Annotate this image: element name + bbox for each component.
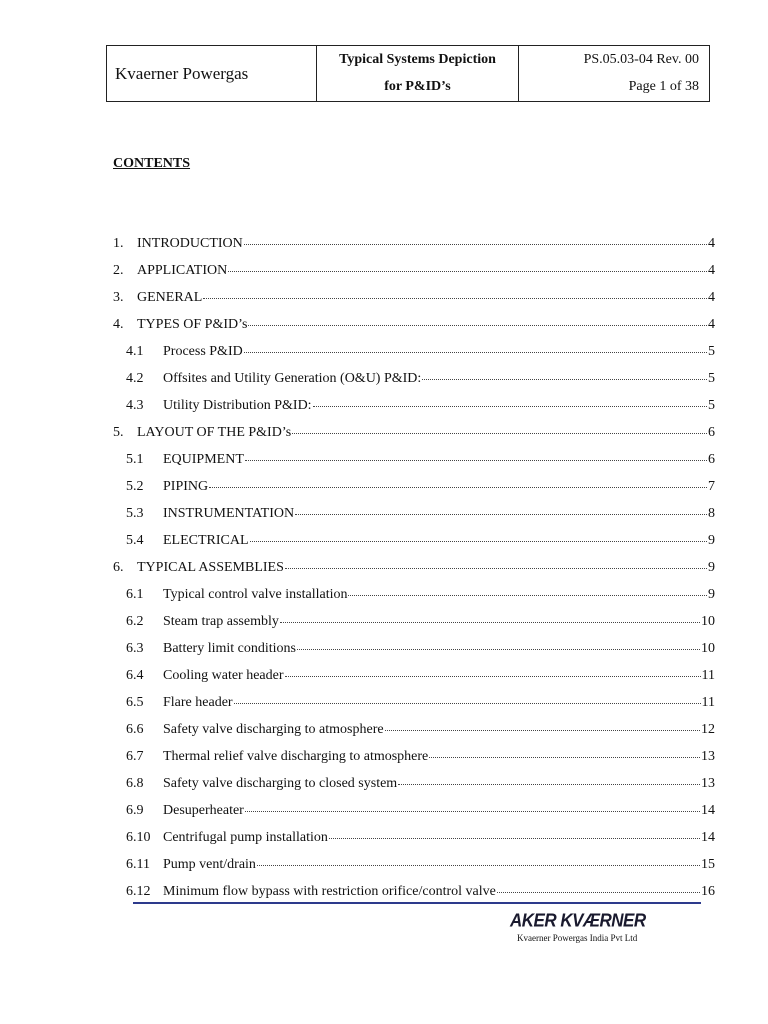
aker-kvaerner-logo: AKER KVÆRNER xyxy=(510,910,646,931)
toc-entry-number: 3. xyxy=(113,290,124,305)
toc-dot-leader xyxy=(497,880,700,893)
toc-entry-page: 14 xyxy=(701,830,715,845)
toc-dot-leader xyxy=(244,340,707,353)
toc-entry-number: 6.9 xyxy=(126,803,144,818)
toc-entry-page: 13 xyxy=(701,776,715,791)
toc-entry-page: 5 xyxy=(708,344,715,359)
toc-dot-leader xyxy=(209,475,707,488)
title-line2: for P&ID’s xyxy=(384,79,451,95)
toc-entry-title: Safety valve discharging to closed system xyxy=(163,776,398,791)
toc-dot-leader xyxy=(292,421,707,434)
toc-dot-leader xyxy=(285,664,701,677)
toc-entry-page: 9 xyxy=(708,533,715,548)
toc-entry-title: Minimum flow bypass with restriction orifice/control valve xyxy=(163,884,496,899)
toc-entry-page: 11 xyxy=(701,668,715,683)
toc-entry[interactable] xyxy=(113,531,715,558)
toc-entry[interactable] xyxy=(113,288,715,315)
toc-entry[interactable] xyxy=(113,234,715,261)
toc-entry-title: INSTRUMENTATION xyxy=(163,506,295,521)
toc-entry-number: 6.10 xyxy=(126,830,151,845)
header-page xyxy=(519,74,710,102)
toc-entry[interactable] xyxy=(113,747,715,774)
title-line1: Typical Systems Depiction xyxy=(339,51,496,67)
toc-dot-leader xyxy=(313,394,707,407)
toc-entry[interactable] xyxy=(113,477,715,504)
toc-entry[interactable] xyxy=(113,774,715,801)
toc-entry-page: 7 xyxy=(708,479,715,494)
toc-entry-title: GENERAL xyxy=(137,290,203,305)
toc-entry[interactable] xyxy=(113,450,715,477)
toc-dot-leader xyxy=(234,691,701,704)
toc-entry-number: 4.1 xyxy=(126,344,144,359)
toc-entry-page: 9 xyxy=(708,587,715,602)
toc-entry[interactable] xyxy=(113,639,715,666)
toc-entry-number: 6.12 xyxy=(126,884,151,899)
toc-entry[interactable] xyxy=(113,396,715,423)
toc-entry-page: 5 xyxy=(708,398,715,413)
toc-entry-page: 11 xyxy=(701,695,715,710)
contents-heading: CONTENTS xyxy=(113,156,191,171)
toc-entry-title: Desuperheater xyxy=(163,803,244,818)
toc-entry-number: 4.2 xyxy=(126,371,144,386)
toc-entry-title: TYPICAL ASSEMBLIES xyxy=(137,560,284,575)
toc-entry-page: 12 xyxy=(701,722,715,737)
toc-entry[interactable] xyxy=(113,882,715,909)
toc-entry-title: Battery limit conditions xyxy=(163,641,296,656)
toc-entry[interactable] xyxy=(113,720,715,747)
toc-entry-title: APPLICATION xyxy=(137,263,228,278)
toc-entry-page: 6 xyxy=(708,452,715,467)
toc-dot-leader xyxy=(285,556,707,569)
toc-dot-leader xyxy=(228,259,707,272)
toc-dot-leader xyxy=(244,232,707,245)
toc-entry[interactable] xyxy=(113,855,715,882)
toc-entry-title: Process P&ID xyxy=(163,344,243,359)
toc-entry-number: 5.2 xyxy=(126,479,144,494)
doc-ref: PS.05.03-04 Rev. 00 xyxy=(583,51,699,67)
header-title-line2 xyxy=(317,74,519,102)
toc-entry-title: Typical control valve installation xyxy=(163,587,348,602)
header-company xyxy=(107,46,317,102)
toc-entry-page: 4 xyxy=(708,290,715,305)
toc-entry-number: 1. xyxy=(113,236,124,251)
toc-entry[interactable] xyxy=(113,612,715,639)
toc-dot-leader xyxy=(203,286,707,299)
toc-dot-leader xyxy=(297,637,700,650)
toc-entry-page: 5 xyxy=(708,371,715,386)
toc-entry-page: 15 xyxy=(701,857,715,872)
toc-entry-number: 6. xyxy=(113,560,124,575)
toc-entry-number: 6.4 xyxy=(126,668,144,683)
toc-entry-title: LAYOUT OF THE P&ID’s xyxy=(137,425,292,440)
header-doc-ref xyxy=(519,46,710,74)
toc-entry[interactable] xyxy=(113,504,715,531)
toc-dot-leader xyxy=(248,313,707,326)
toc-entry-number: 5.1 xyxy=(126,452,144,467)
toc-dot-leader xyxy=(422,367,707,380)
document-header xyxy=(106,45,710,102)
toc-entry-page: 4 xyxy=(708,236,715,251)
page-number: Page 1 of 38 xyxy=(628,79,699,95)
toc-entry-page: 10 xyxy=(701,614,715,629)
footer-company-line: Kvaerner Powergas India Pvt Ltd xyxy=(517,933,638,943)
toc-dot-leader xyxy=(245,448,707,461)
toc-dot-leader xyxy=(329,826,700,839)
toc-entry-number: 6.6 xyxy=(126,722,144,737)
toc-entry-number: 6.8 xyxy=(126,776,144,791)
toc-entry[interactable] xyxy=(113,558,715,585)
toc-dot-leader xyxy=(295,502,707,515)
toc-entry-title: Cooling water header xyxy=(163,668,284,683)
toc-dot-leader xyxy=(245,799,700,812)
header-title-line1 xyxy=(317,46,519,74)
toc-entry-number: 5.4 xyxy=(126,533,144,548)
toc-entry-number: 6.3 xyxy=(126,641,144,656)
toc-entry-number: 6.1 xyxy=(126,587,144,602)
toc-entry-title: EQUIPMENT xyxy=(163,452,244,467)
toc-entry-title: TYPES OF P&ID’s xyxy=(137,317,248,332)
toc-entry-page: 10 xyxy=(701,641,715,656)
toc-entry-title: Pump vent/drain xyxy=(163,857,256,872)
toc-entry-title: Utility Distribution P&ID: xyxy=(163,398,312,413)
toc-entry-number: 2. xyxy=(113,263,124,278)
toc-entry[interactable] xyxy=(113,369,715,396)
toc-entry-page: 4 xyxy=(708,263,715,278)
toc-entry-title: Thermal relief valve discharging to atmosphere xyxy=(163,749,429,764)
toc-dot-leader xyxy=(385,718,700,731)
toc-entry-number: 6.5 xyxy=(126,695,144,710)
toc-entry[interactable] xyxy=(113,261,715,288)
toc-entry-page: 9 xyxy=(708,560,715,575)
toc-entry[interactable] xyxy=(113,828,715,855)
toc-dot-leader xyxy=(348,583,707,596)
toc-dot-leader xyxy=(398,772,700,785)
toc-entry-title: Steam trap assembly xyxy=(163,614,279,629)
toc-entry-number: 4. xyxy=(113,317,124,332)
toc-entry-page: 13 xyxy=(701,749,715,764)
toc-entry-page: 16 xyxy=(701,884,715,899)
toc-entry[interactable] xyxy=(113,666,715,693)
toc-entry-page: 14 xyxy=(701,803,715,818)
toc-entry[interactable] xyxy=(113,801,715,828)
toc-entry-title: PIPING xyxy=(163,479,209,494)
toc-entry-title: Centrifugal pump installation xyxy=(163,830,328,845)
company-name: Kvaerner Powergas xyxy=(115,63,249,83)
footer-divider xyxy=(133,902,701,904)
toc-entry-number: 6.7 xyxy=(126,749,144,764)
toc-entry-title: Flare header xyxy=(163,695,233,710)
toc-dot-leader xyxy=(429,745,700,758)
toc-entry-title: Offsites and Utility Generation (O&U) P&ID: xyxy=(163,371,422,386)
toc-entry-title: Safety valve discharging to atmosphere xyxy=(163,722,384,737)
toc-entry[interactable] xyxy=(113,585,715,612)
toc-entry-title: ELECTRICAL xyxy=(163,533,249,548)
toc-entry-number: 5.3 xyxy=(126,506,144,521)
toc-entry[interactable] xyxy=(113,693,715,720)
toc-entry-number: 6.2 xyxy=(126,614,144,629)
toc-dot-leader xyxy=(280,610,700,623)
toc-entry-page: 4 xyxy=(708,317,715,332)
toc-entry[interactable] xyxy=(113,342,715,369)
toc-entry-title: INTRODUCTION xyxy=(137,236,243,251)
table-of-contents xyxy=(113,234,715,909)
toc-entry-page: 6 xyxy=(708,425,715,440)
toc-dot-leader xyxy=(250,529,707,542)
toc-entry[interactable] xyxy=(113,423,715,450)
toc-entry-number: 5. xyxy=(113,425,124,440)
toc-dot-leader xyxy=(257,853,700,866)
toc-entry-number: 4.3 xyxy=(126,398,144,413)
toc-entry[interactable] xyxy=(113,315,715,342)
toc-entry-number: 6.11 xyxy=(126,857,150,872)
toc-entry-page: 8 xyxy=(708,506,715,521)
